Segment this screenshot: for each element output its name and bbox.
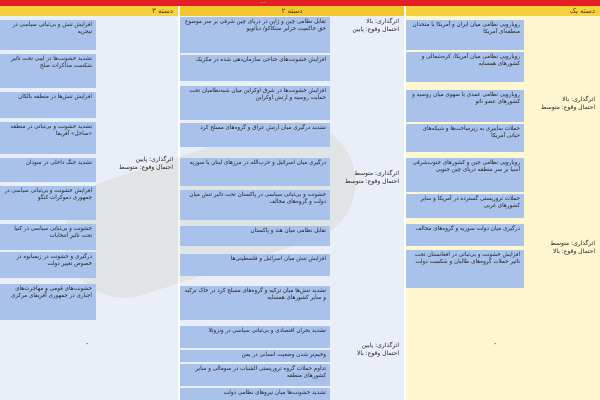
level-label: اثرگذاری: پایین احتمال وقوع: متوسط <box>119 156 173 171</box>
empty-dash: - <box>86 340 89 348</box>
risk-cell: تشدید خشونت و بی‌ثباتی در منطقه «ساحل» آفریقا <box>0 122 96 154</box>
risk-cell: رویارویی نظامی چین و کشورهای جنوب‌شرقی آسیا بر سر منطقه دریای چین جنوبی <box>406 158 524 192</box>
risk-cell: افزایش خشونت‌ها در شرق اوکراین میان شبه‌نظامیان تحت حمایت روسیه و ارتش اوکراین <box>180 86 330 120</box>
risk-cell: رویارویی نظامی میان آمریکا، کره‌شمالی و کشورهای همسایه <box>406 52 524 82</box>
risk-cell: تشدید درگیری میان ارتش عراق و گروه‌های مسلح کرد <box>180 123 330 147</box>
risk-cell: تشدید جنگ داخلی در سودان <box>0 158 96 182</box>
risk-cell: افزایش خشونت‌های جناحی سازمان‌دهی شده در مکزیک <box>180 55 330 81</box>
risk-cell: تشدید تنش‌ها میان ترکیه و گروه‌های مسلح کرد در خاک ترکیه و سایر کشورهای همسایه <box>180 286 330 320</box>
risk-cell: درگیری و خشونت در زیمبابوه در خصوص تغییر دولت <box>0 252 96 278</box>
risk-cell: تشدید خشونت‌ها در لیبی تحت تاثیر شکست مذاکرات صلح <box>0 54 96 88</box>
risk-cell: تداوم حملات گروه تروریستی الشباب در سومالی و سایر کشورهای منطقه <box>180 364 330 386</box>
level-label: اثرگذاری: پایین احتمال وقوع: بالا <box>356 342 399 357</box>
header-col3: دسته ۳ <box>0 6 178 16</box>
risk-cell: تقابل نظامی چین و ژاپن در دریای چین شرقی بر سر موضوع حق حاکمیت جزایر سنکاکو/ دیائویو <box>180 17 330 53</box>
risk-cell: افزایش خشونت و بی‌ثباتی در افغانستان تحت تاثیر حملات گروه‌های طالبان و شکست دولت <box>406 250 524 288</box>
risk-cell: افزایش تنش‌ها در منطقه بالکان <box>0 92 96 118</box>
risk-cell: رویارویی نظامی میان ایران و آمریکا یا متحدان منطقه‌ای آمریکا <box>406 20 524 50</box>
risk-cell: تشدید خشونت‌ها میان نیروهای نظامی دولت <box>180 388 330 400</box>
header-col1: دسته یک <box>406 6 600 16</box>
header-col2: دسته ۲ <box>180 6 404 16</box>
title-strip-text: ... <box>260 0 266 5</box>
risk-cell: درگیری میان دولت سوریه و گروه‌های مخالف <box>406 224 524 246</box>
risk-cell: رویارویی نظامی عمدی یا سهوی میان روسیه و کشورهای عضو ناتو <box>406 90 524 122</box>
risk-cell: وخیم‌تر شدن وضعیت انسانی در یمن <box>180 350 330 362</box>
risk-cell: خشونت و بی‌ثباتی سیاسی در کنیا تحت تاثیر انتخابات <box>0 224 96 250</box>
level-label: اثرگذاری: متوسط احتمال وقوع: بالا <box>550 240 595 255</box>
risk-cell: درگیری میان اسرائیل و حزب‌الله در مرزهای لبنان یا سوریه <box>180 158 330 186</box>
risk-cell: افزایش تنش و بی‌ثباتی سیاسی در تیجریه <box>0 20 96 50</box>
risk-cell: حملات سایبری به زیرساخت‌ها و شبکه‌های حیاتی آمریکا <box>406 124 524 152</box>
risk-cell: خشونت‌های قومی و مهاجرت‌های اجباری در جمهوری آفریقای مرکزی <box>0 284 96 320</box>
risk-cell: تقابل نظامی میان هند و پاکستان <box>180 226 330 246</box>
level-label: اثرگذاری: بالا احتمال وقوع: پایین <box>352 18 399 33</box>
level-label: اثرگذاری: متوسط احتمال وقوع: متوسط <box>345 170 399 185</box>
risk-cell: خشونت و بی‌ثباتی سیاسی در پاکستان تحت تاثیر تنش میان دولت و گروه‌های مخالف <box>180 190 330 220</box>
risk-cell: حملات تروریستی گسترده در آمریکا و سایر کشورهای غربی <box>406 194 524 218</box>
risk-cell: افزایش تنش میان اسرائیل و فلسطینی‌ها <box>180 254 330 276</box>
risk-cell: افزایش خشونت و بی‌ثباتی سیاسی در جمهوری دموکرات کنگو <box>0 186 96 220</box>
risk-cell: تشدید بحران اقتصادی و بی‌ثباتی سیاسی در ونزوئلا <box>180 326 330 348</box>
empty-dash: - <box>494 340 497 348</box>
level-label: اثرگذاری: بالا احتمال وقوع: متوسط <box>541 96 595 111</box>
